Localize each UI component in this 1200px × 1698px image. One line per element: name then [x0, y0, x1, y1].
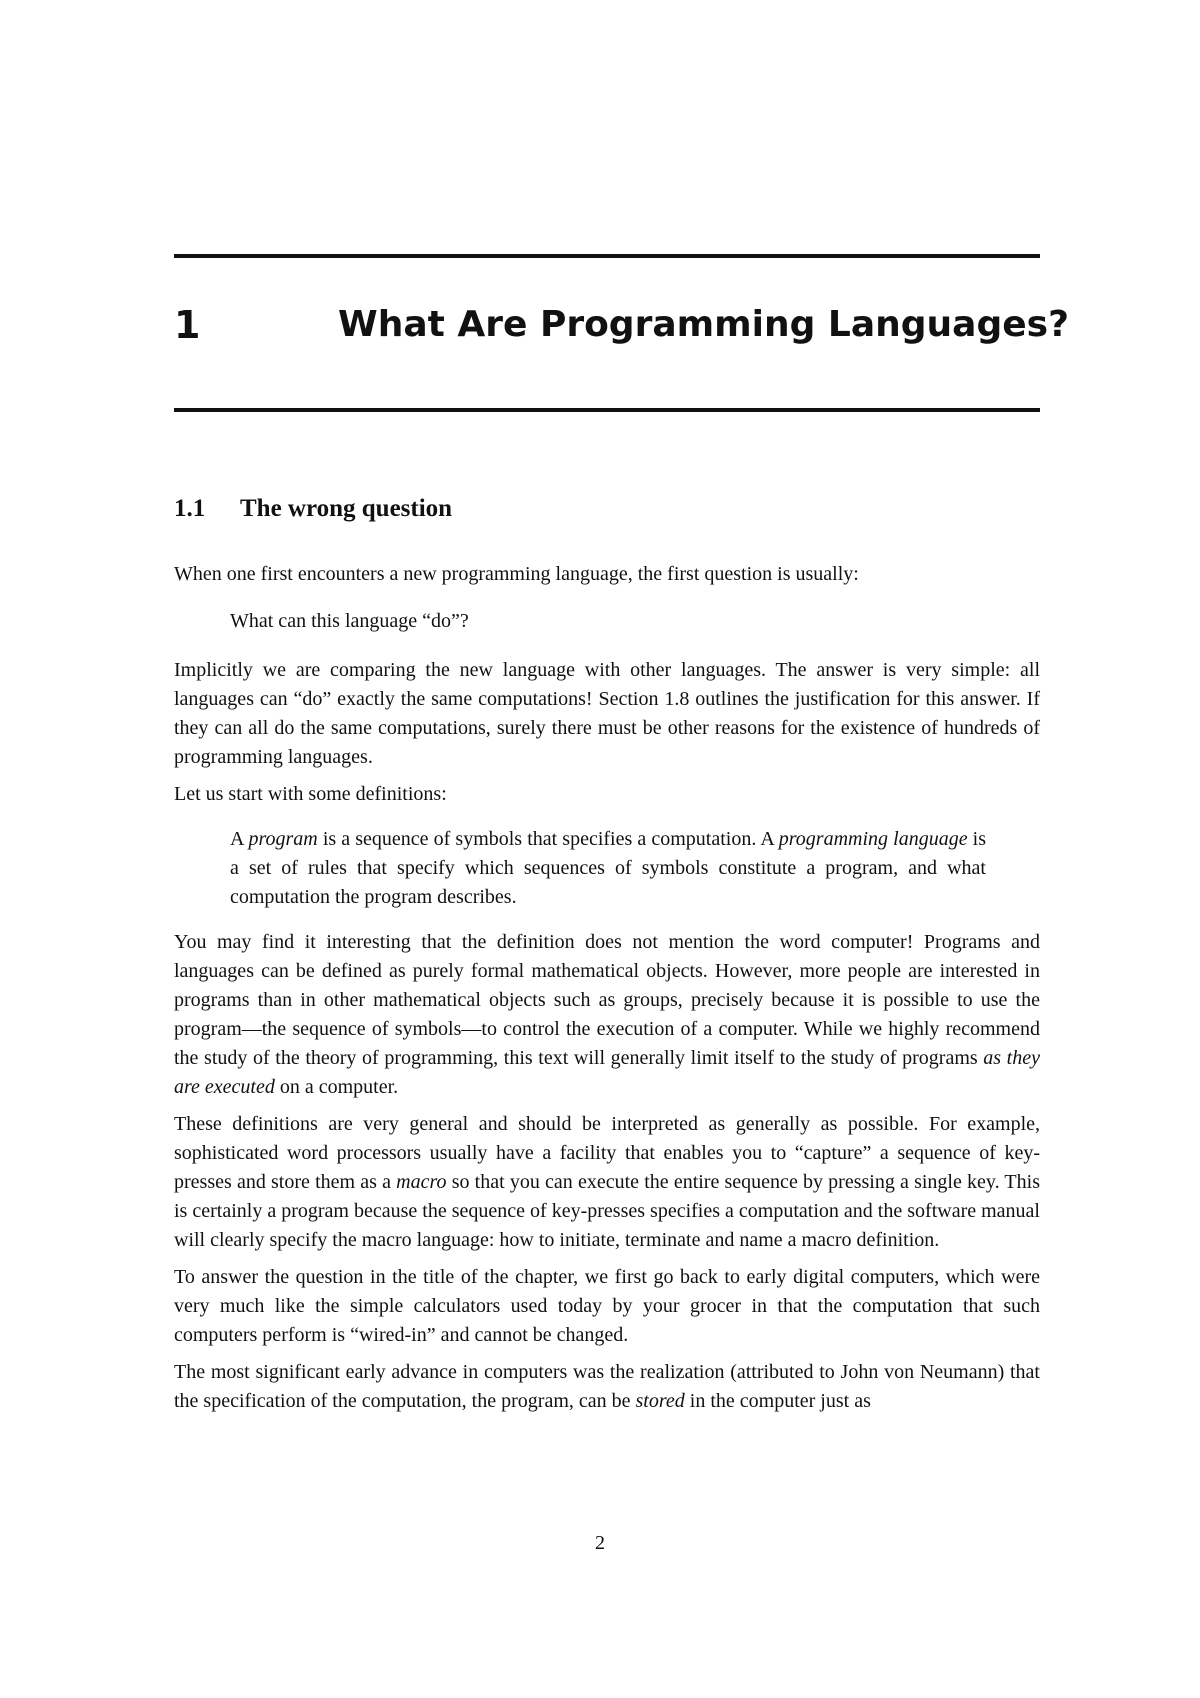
section-title: The wrong question [240, 495, 453, 522]
paragraph-macro [174, 1110, 1040, 1255]
emphasis-macro: macro [396, 1171, 447, 1193]
definition-text-a: A [230, 828, 249, 850]
paragraph-computer [174, 928, 1040, 1102]
emphasis-stored: stored [635, 1390, 685, 1412]
paragraph-definitions-lead: Let us start with some definitions: [174, 783, 447, 805]
paragraph-von-neumann [174, 1358, 1040, 1416]
term-program: program [248, 828, 318, 850]
paragraph-macro-b: so that you can execute the entire sequence by pressing a single key. This is certainly a program because the sequence of key-presses specifies a computation and the software manual will clearly specify the macro language: how to initiate, terminate and name a macro definition. [174, 1171, 1040, 1251]
chapter-number: 1 [174, 303, 201, 347]
definition-text-b: is a sequence of symbols that specifies a computation. A [317, 828, 779, 850]
section-number: 1.1 [174, 495, 206, 522]
definition-block [230, 825, 986, 912]
quoted-question: What can this language “do”? [230, 610, 469, 632]
page-number: 2 [595, 1532, 605, 1554]
paragraph-von-neumann-a: The most significant early advance in computers was the realization (attributed to John von Neumann) that the specification of the computation, the program, can be [174, 1361, 1040, 1412]
paragraph-macro-a: These definitions are very general and should be interpreted as generally as possible. For example, sophisticated word processors usually have a facility that enables you to “capture” a sequence of key-presses and store them as a [174, 1113, 1040, 1193]
chapter-title: What Are Programming Languages? [338, 304, 1069, 345]
paragraph-von-neumann-b: in the computer just as [684, 1390, 871, 1412]
paragraph-intro: When one first encounters a new programming language, the first question is usually: [174, 563, 859, 585]
section-heading [174, 492, 452, 526]
chapter-rule-bottom [174, 408, 1040, 412]
chapter-rule-top [174, 254, 1040, 258]
paragraph-early-computers: To answer the question in the title of the chapter, we first go back to early digital computers, which were very much like the simple calculators used today by your grocer in that the computation that such computers perform is “wired-in” and cannot be changed. [174, 1266, 1040, 1346]
definition-text-c: is a set of rules that specify which sequences of symbols constitute a program, and what computation the program describes. [230, 828, 987, 908]
paragraph-computer-b: on a computer. [274, 1076, 399, 1098]
paragraph-computer-a: You may find it interesting that the definition does not mention the word computer! Programs and languages can be defined as purely formal mathematical objects. However, more people are interested in programs than in other mathematical objects such as groups, precisely because it is possible to use the program—the sequence of symbols—to control the execution of a computer. While we highly recommend the study of the theory of programming, this text will generally limit itself to the study of programs [174, 931, 1040, 1069]
paragraph-answer: Implicitly we are comparing the new language with other languages. The answer is very simple: all languages can “do” exactly the same computations! Section 1.8 outlines the justification for this answer. If they can all do the same computations, surely there must be other reasons for the existence of hundreds of programming languages. [174, 659, 1040, 768]
term-programming-language: programming language [778, 828, 968, 850]
body-text [174, 560, 1040, 1424]
emphasis-as-executed: as they are executed [174, 1047, 1040, 1098]
